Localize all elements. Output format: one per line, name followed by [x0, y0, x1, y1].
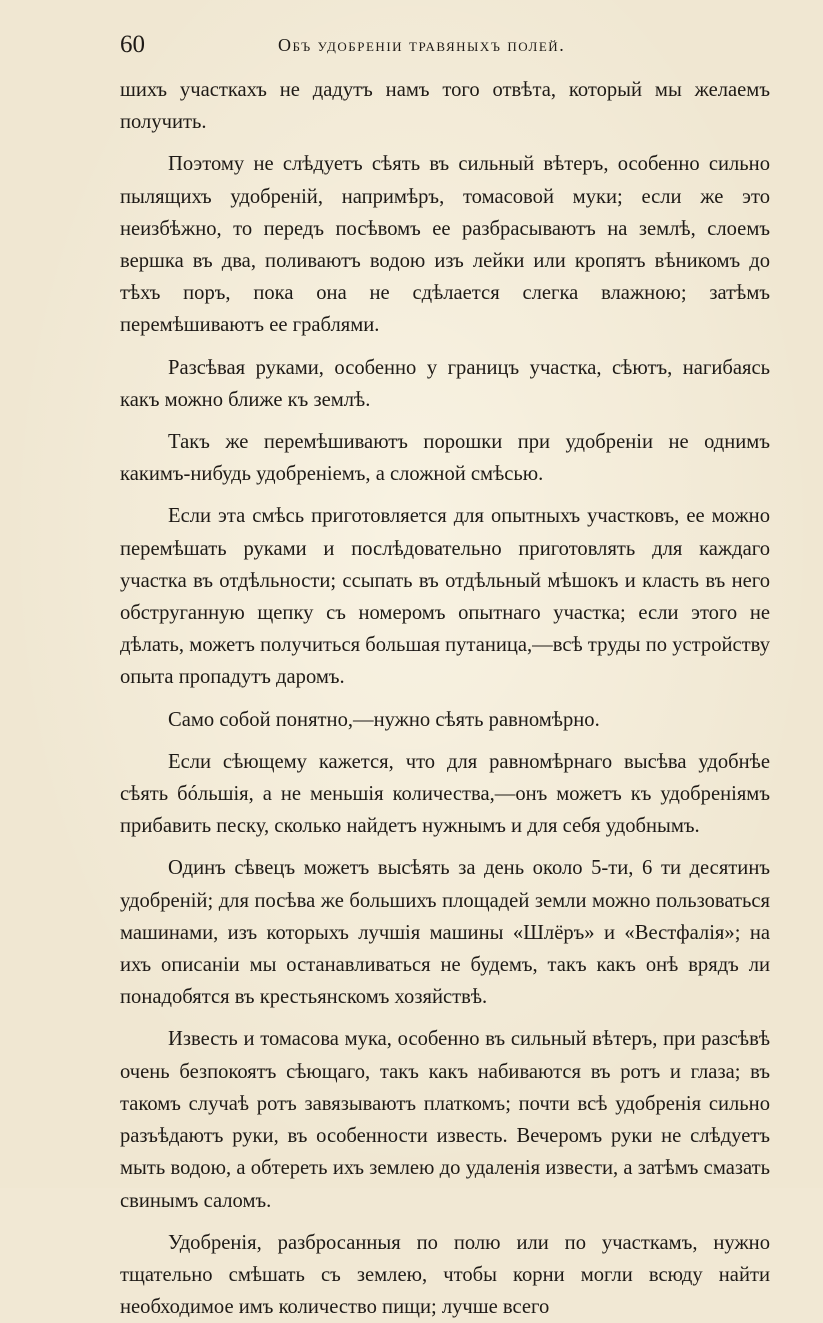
- paragraph-continued: шихъ участкахъ не дадутъ намъ того отвѣта, который мы желаемъ получить.: [120, 79, 770, 134]
- paragraph: Поэтому не слѣдуетъ сѣять въ сильный вѣтеръ, особенно сильно пылящихъ удобреній, напримѣръ, томасовой муки; если же это неизбѣжно, то передъ посѣвомъ ее разбрасываютъ на землѣ, слоемъ вершка въ два, поливаютъ водою изъ лейки или кропятъ вѣникомъ до тѣхъ поръ, пока она не сдѣлается слегка влажною; затѣмъ перемѣшиваютъ ее граблями.: [120, 153, 770, 337]
- paragraph: Одинъ сѣвецъ можетъ высѣять за день около 5-ти, 6 ти десятинъ удобреній; для посѣва же большихъ площадей земли можно пользоваться машинами, изъ которыхъ лучшія машины «Шлёръ» и «Вестфалія»; на ихъ описаніи мы останавливаться не будемъ, такъ какъ онѣ врядъ ли понадобятся въ крестьянскомъ хозяйствѣ.: [120, 857, 770, 1009]
- paragraph: Если эта смѣсь приготовляется для опытныхъ участковъ, ее можно перемѣшать руками и послѣдовательно приготовлять для каждаго участка въ отдѣльности; ссыпать въ отдѣльный мѣшокъ и класть въ него обструганную щепку съ номеромъ опытнаго участка; если этого не дѣлать, можетъ получиться большая путаница,—всѣ труды по устройству опыта пропадутъ даромъ.: [120, 505, 770, 689]
- page-number: 60: [120, 31, 145, 58]
- running-title: Объ удобреніи травяныхъ полей.: [278, 35, 566, 55]
- body-text: [120, 74, 770, 1323]
- paragraph: Удобренія, разбросанныя по полю или по участкамъ, нужно тщательно смѣшать съ землею, чтобы корни могли всюду найти необходимое имъ количество пищи; лучше всего: [120, 1231, 770, 1319]
- paragraph: Такъ же перемѣшиваютъ порошки при удобреніи не однимъ какимъ-нибудь удобреніемъ, а сложной смѣсью.: [120, 431, 770, 486]
- paragraph: Разсѣвая руками, особенно у границъ участка, сѣютъ, нагибаясь какъ можно ближе къ землѣ.: [120, 356, 770, 411]
- paragraph: Само собой понятно,—нужно сѣять равномѣрно.: [168, 708, 600, 731]
- page-header: [120, 28, 772, 62]
- paragraph: Известь и томасова мука, особенно въ сильный вѣтеръ, при разсѣвѣ очень безпокоятъ сѣющаго, такъ какъ набиваются въ ротъ и глаза; въ такомъ случаѣ ротъ завязываютъ платкомъ; почти всѣ удобренія сильно разъѣдаютъ руки, въ особенности известь. Вечеромъ руки не слѣдуетъ мыть водою, а обтереть ихъ землею до удаленія извести, а затѣмъ смазать свинымъ саломъ.: [120, 1028, 770, 1212]
- paragraph: Если сѣющему кажется, что для равномѣрнаго высѣва удобнѣе сѣять бóльшія, а не меньшія количества,—онъ можетъ къ удобреніямъ прибавить песку, сколько найдетъ нужнымъ и для себя удобнымъ.: [120, 750, 770, 838]
